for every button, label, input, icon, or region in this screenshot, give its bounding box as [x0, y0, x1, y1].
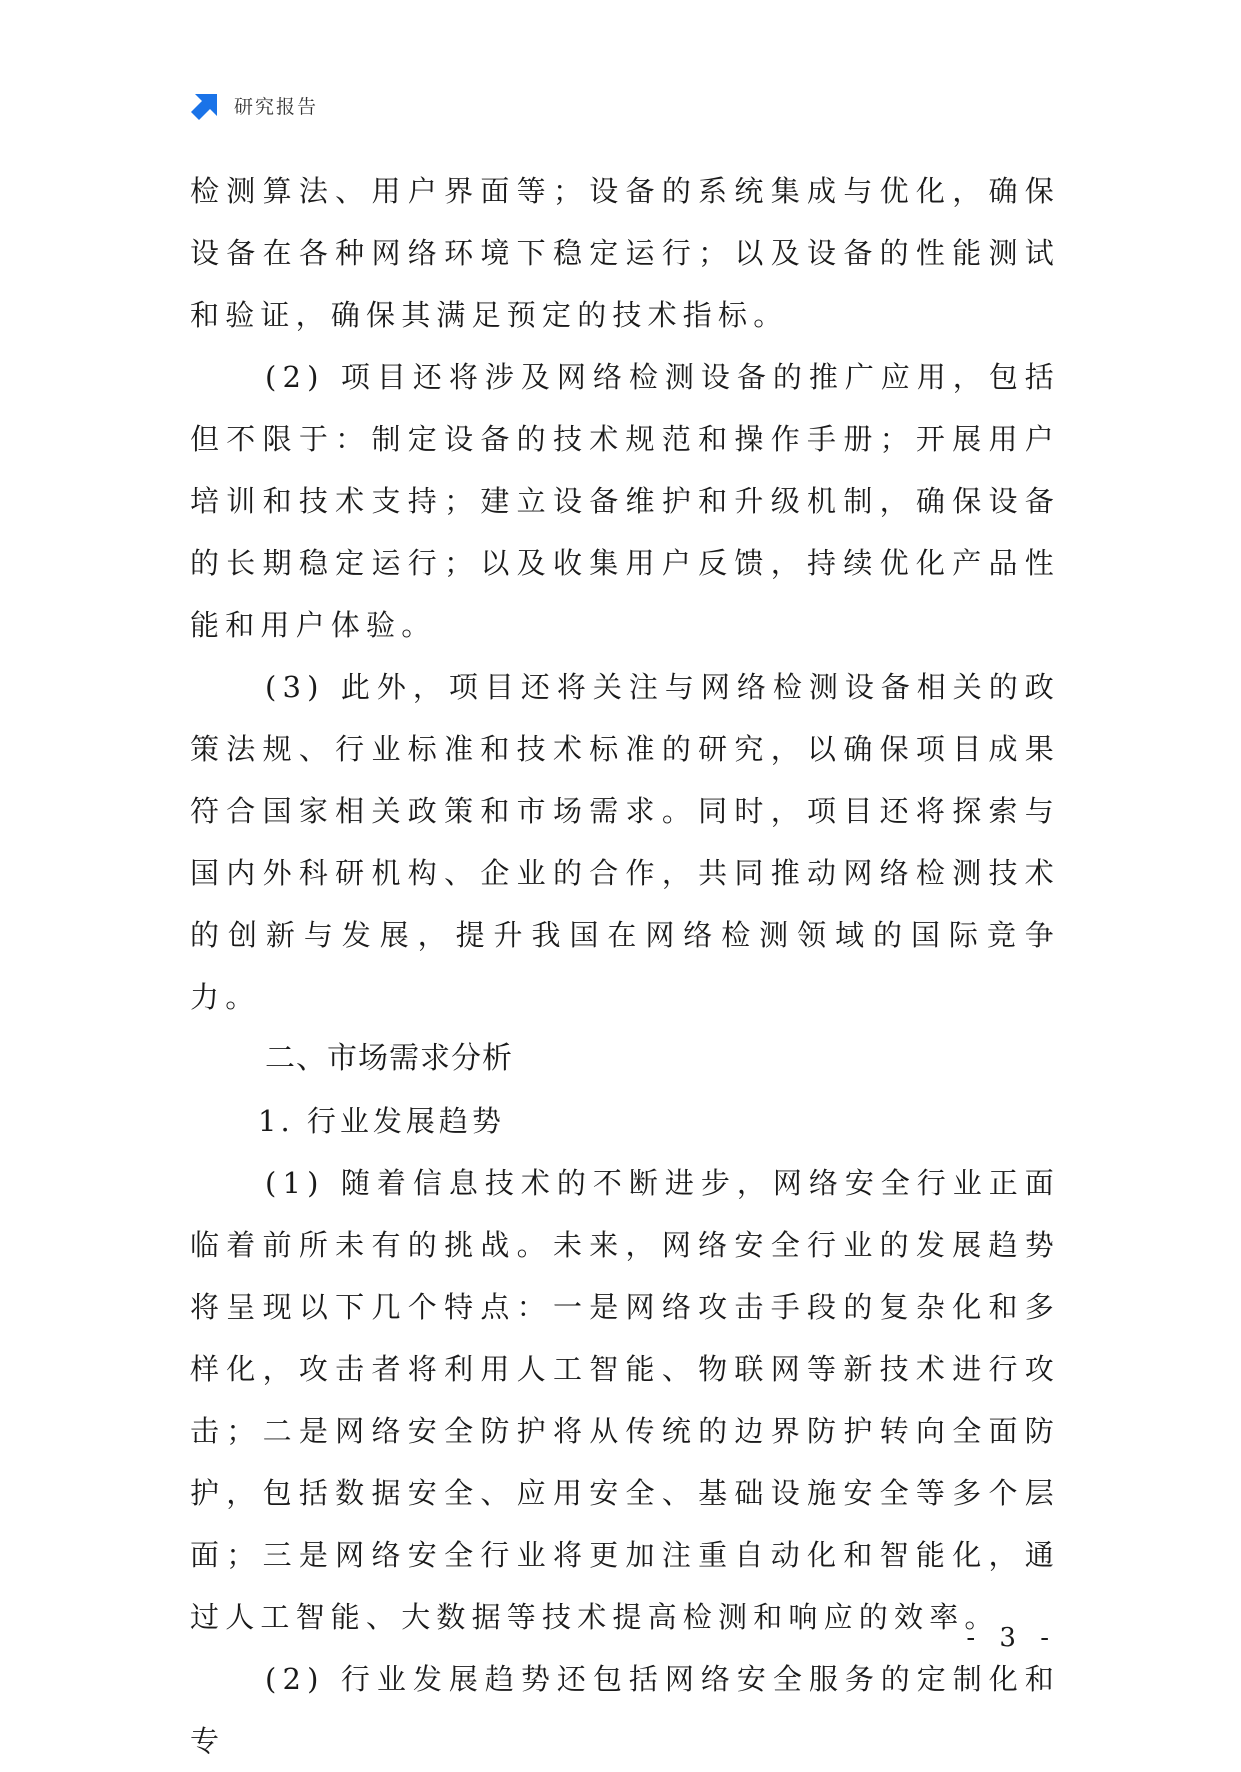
report-header [190, 88, 318, 122]
paragraph-item-2: (2) 项目还将涉及网络检测设备的推广应用，包括但不限于：制定设备的技术规范和操作手册；开展用户培训和技术支持；建立设备维护和升级机制，确保设备的长期稳定运行；以及收集用户反馈，持续优化产品性能和用户体验。 [190, 360, 1060, 642]
paragraph-continued: 检测算法、用户界面等；设备的系统集成与优化，确保设备在各种网络环境下稳定运行；以及设备的性能测试和验证，确保其满足预定的技术指标。 [190, 174, 1060, 332]
paragraph-item-3: (3) 此外，项目还将关注与网络检测设备相关的政策法规、行业标准和技术标准的研究，以确保项目成果符合国家相关政策和市场需求。同时，项目还将探索与国内外科研机构、企业的合作，共同推动网络检测技术的创新与发展，提升我国在网络检测领域的国际竞争力。 [190, 670, 1060, 1014]
subsection-heading: 1. 行业发展趋势 [258, 1104, 505, 1138]
arrow-up-right-icon [190, 89, 222, 121]
page-number: - 3 - [966, 1623, 1057, 1653]
paragraph-trend-1: (1) 随着信息技术的不断进步，网络安全行业正面临着前所未有的挑战。未来，网络安全行业的发展趋势将呈现以下几个特点：一是网络攻击手段的复杂化和多样化，攻击者将利用人工智能、物联网等新技术进行攻击；二是网络安全防护将从传统的边界防护转向全面防护，包括数据安全、应用安全、基础设施安全等多个层面；三是网络安全行业将更加注重自动化和智能化，通过人工智能、大数据等技术提高检测和响应的效率。 [190, 1166, 1060, 1634]
section-heading: 二、市场需求分析 [265, 1041, 513, 1076]
document-body [190, 160, 1060, 1772]
header-title: 研究报告 [234, 95, 319, 118]
paragraph-trend-2: (2) 行业发展趋势还包括网络安全服务的定制化和专 [190, 1662, 1060, 1758]
